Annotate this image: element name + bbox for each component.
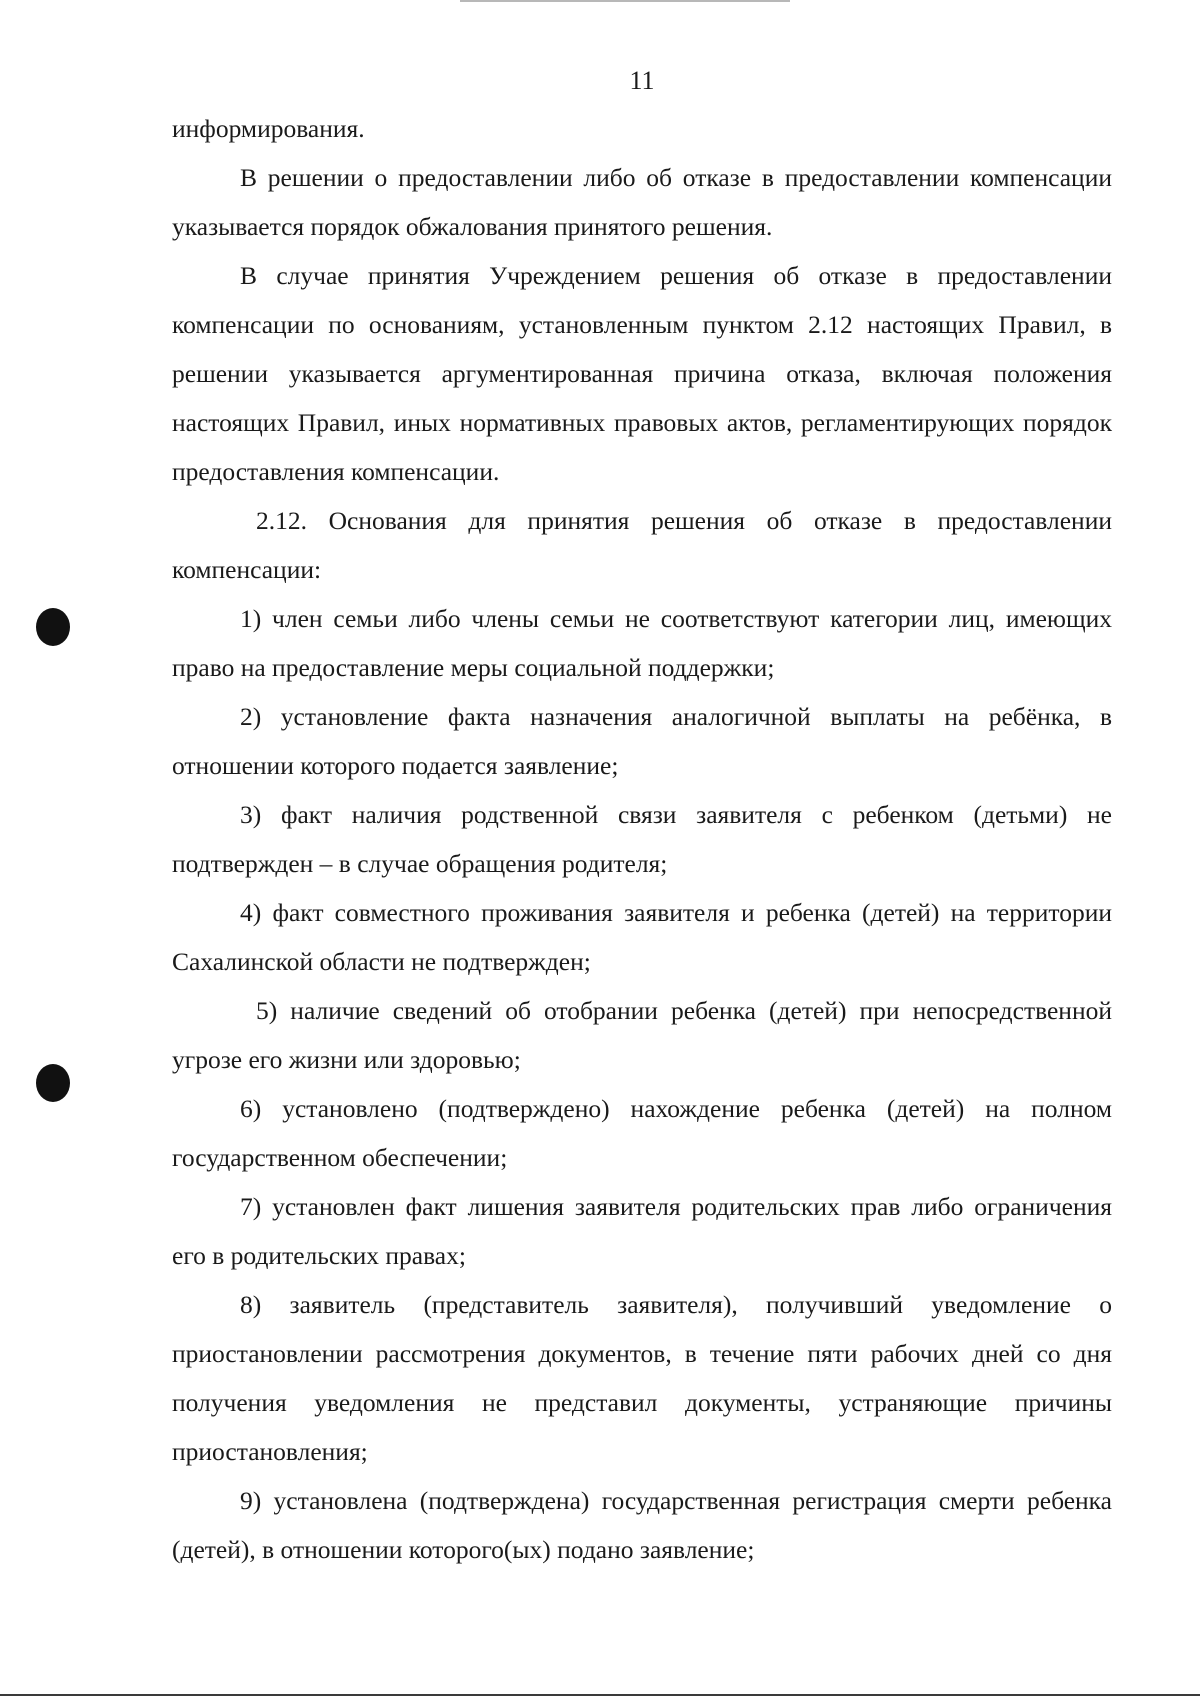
scan-bottom-edge-line bbox=[0, 1694, 1200, 1696]
list-item-3: 3) факт наличия родственной связи заявителя с ребенком (детьми) не подтвержден – в случае обращения родителя; bbox=[172, 800, 1112, 878]
paragraph-appeal-procedure: В решении о предоставлении либо об отказе в предоставлении компенсации указывается порядок обжалования принятого решения. bbox=[172, 163, 1112, 241]
list-item-9: 9) установлена (подтверждена) государственная регистрация смерти ребенка (детей), в отношении которого(ых) подано заявление; bbox=[172, 1486, 1112, 1564]
document-body bbox=[172, 104, 1112, 1574]
section-heading-2-12: 2.12. Основания для принятия решения об отказе в предоставлении компенсации: bbox=[172, 506, 1112, 584]
scan-top-edge-line bbox=[460, 0, 790, 2]
paragraph-refusal-reason: В случае принятия Учреждением решения об отказе в предоставлении компенсации по основаниям, установленным пунктом 2.12 настоящих Правил, в решении указывается аргументированная причина отказа, включая положения настоящих Правил, иных нормативных правовых актов, регламентирующих порядок предоставления компенсации. bbox=[172, 261, 1112, 486]
list-item-5: 5) наличие сведений об отобрании ребенка (детей) при непосредственной угрозе его жизни или здоровью; bbox=[172, 996, 1112, 1074]
list-item-8: 8) заявитель (представитель заявителя), получивший уведомление о приостановлении рассмотрения документов, в течение пяти рабочих дней со дня получения уведомления не представил документы, устраняющие причины приостановления; bbox=[172, 1290, 1112, 1466]
list-item-2: 2) установление факта назначения аналогичной выплаты на ребёнка, в отношении которого подается заявление; bbox=[172, 702, 1112, 780]
punch-hole-mark bbox=[36, 1064, 70, 1102]
list-item-1: 1) член семьи либо члены семьи не соответствуют категории лиц, имеющих право на предоставление меры социальной поддержки; bbox=[172, 604, 1112, 682]
page-number: 11 bbox=[629, 66, 655, 95]
punch-hole-mark bbox=[36, 608, 70, 646]
list-item-7: 7) установлен факт лишения заявителя родительских прав либо ограничения его в родительских правах; bbox=[172, 1192, 1112, 1270]
list-item-6: 6) установлено (подтверждено) нахождение ребенка (детей) на полном государственном обеспечении; bbox=[172, 1094, 1112, 1172]
list-item-4: 4) факт совместного проживания заявителя и ребенка (детей) на территории Сахалинской области не подтвержден; bbox=[172, 898, 1112, 976]
paragraph-continuation: информирования. bbox=[172, 114, 365, 143]
